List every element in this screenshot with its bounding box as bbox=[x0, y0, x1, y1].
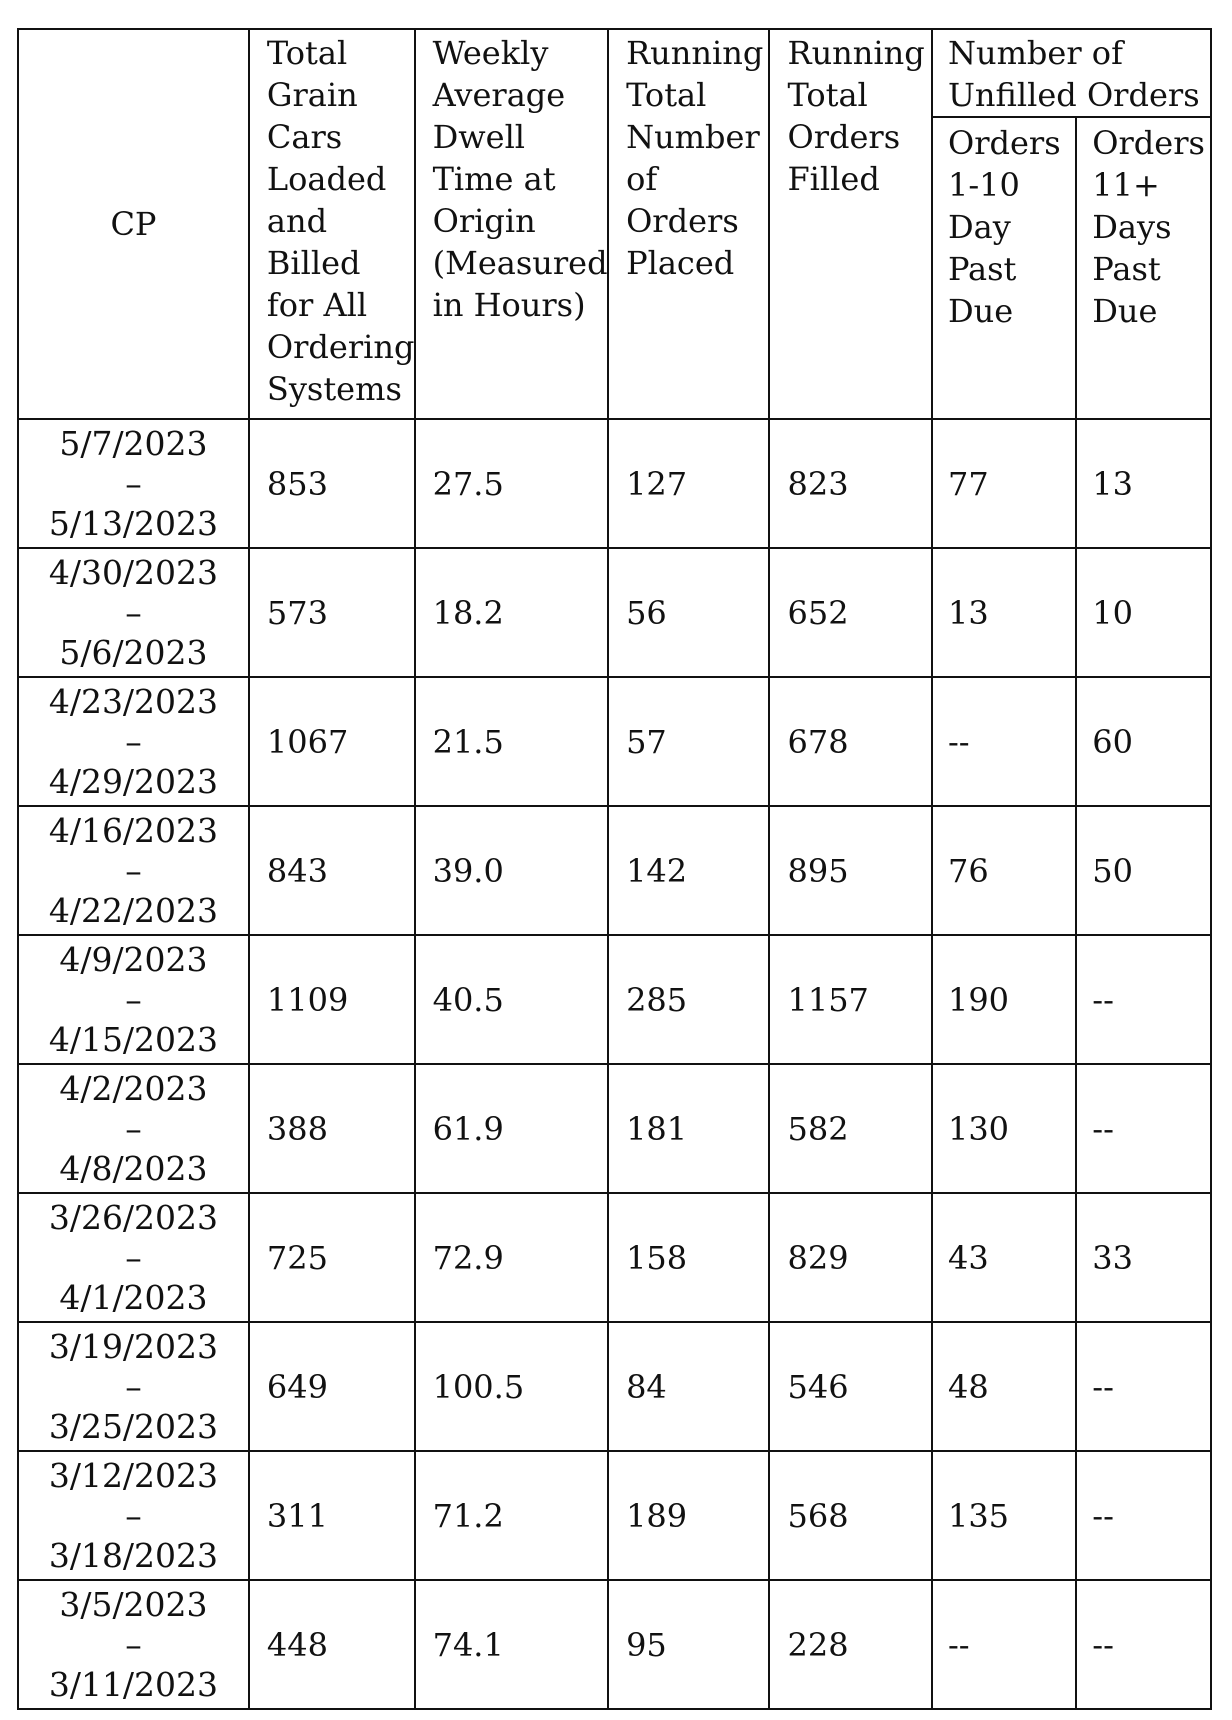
cp-date-dash: – bbox=[125, 1624, 142, 1664]
cp-date-range bbox=[18, 1580, 249, 1709]
unfilled-1-10-days-cell: 48 bbox=[932, 1322, 1076, 1451]
unfilled-11-plus-days-cell: -- bbox=[1076, 1580, 1211, 1709]
orders-placed-cell: 158 bbox=[608, 1193, 769, 1322]
orders-placed-cell: 181 bbox=[608, 1064, 769, 1193]
orders-filled-cell: 829 bbox=[769, 1193, 931, 1322]
table-row bbox=[18, 1322, 1211, 1451]
table-row bbox=[18, 806, 1211, 935]
table-body bbox=[18, 419, 1211, 1709]
unfilled-11-plus-days-cell: -- bbox=[1076, 935, 1211, 1064]
unfilled-1-10-days-cell: 13 bbox=[932, 548, 1076, 677]
unfilled-1-10-days-cell: -- bbox=[932, 677, 1076, 806]
cp-start-date: 4/30/2023 bbox=[48, 552, 219, 592]
cp-date-dash: – bbox=[125, 1366, 142, 1406]
orders-filled-cell: 568 bbox=[769, 1451, 931, 1580]
unfilled-1-10-days-cell: 190 bbox=[932, 935, 1076, 1064]
unfilled-11-plus-days-cell: 50 bbox=[1076, 806, 1211, 935]
dwell-time-cell: 61.9 bbox=[415, 1064, 608, 1193]
cp-start-date: 4/2/2023 bbox=[59, 1068, 208, 1108]
cp-date-range bbox=[18, 1193, 249, 1322]
header-orders-11-plus-days: Orders 11+ Days Past Due bbox=[1076, 117, 1211, 419]
total-grain-cars-cell: 573 bbox=[249, 548, 415, 677]
header-total-grain-cars: Total Grain Cars Loaded and Billed for All Ordering Systems bbox=[249, 29, 415, 419]
orders-filled-cell: 546 bbox=[769, 1322, 931, 1451]
header-dwell-time: Weekly Average Dwell Time at Origin (Measured in Hours) bbox=[415, 29, 608, 419]
cp-date-range bbox=[18, 419, 249, 548]
cp-date-dash: – bbox=[125, 1495, 142, 1535]
cp-date-dash: – bbox=[125, 592, 142, 632]
cp-end-date: 4/15/2023 bbox=[48, 1019, 219, 1059]
cp-date-range bbox=[18, 806, 249, 935]
cp-date-range bbox=[18, 1451, 249, 1580]
unfilled-1-10-days-cell: 130 bbox=[932, 1064, 1076, 1193]
orders-placed-cell: 56 bbox=[608, 548, 769, 677]
orders-filled-cell: 1157 bbox=[769, 935, 931, 1064]
dwell-time-cell: 71.2 bbox=[415, 1451, 608, 1580]
orders-filled-cell: 582 bbox=[769, 1064, 931, 1193]
orders-filled-cell: 678 bbox=[769, 677, 931, 806]
orders-filled-cell: 652 bbox=[769, 548, 931, 677]
total-grain-cars-cell: 311 bbox=[249, 1451, 415, 1580]
orders-placed-cell: 189 bbox=[608, 1451, 769, 1580]
dwell-time-cell: 72.9 bbox=[415, 1193, 608, 1322]
dwell-time-cell: 39.0 bbox=[415, 806, 608, 935]
orders-placed-cell: 84 bbox=[608, 1322, 769, 1451]
cp-date-dash: – bbox=[125, 721, 142, 761]
orders-filled-cell: 228 bbox=[769, 1580, 931, 1709]
cp-end-date: 4/8/2023 bbox=[59, 1148, 208, 1188]
table-row bbox=[18, 1580, 1211, 1709]
total-grain-cars-cell: 843 bbox=[249, 806, 415, 935]
cp-date-range bbox=[18, 548, 249, 677]
cp-start-date: 3/26/2023 bbox=[48, 1197, 219, 1237]
cp-date-dash: – bbox=[125, 979, 142, 1019]
cp-end-date: 4/1/2023 bbox=[59, 1277, 208, 1317]
unfilled-1-10-days-cell: 43 bbox=[932, 1193, 1076, 1322]
unfilled-1-10-days-cell: 77 bbox=[932, 419, 1076, 548]
orders-placed-cell: 57 bbox=[608, 677, 769, 806]
cp-date-dash: – bbox=[125, 1108, 142, 1148]
header-orders-placed: Running Total Number of Orders Placed bbox=[608, 29, 769, 419]
cp-end-date: 4/29/2023 bbox=[48, 761, 219, 801]
dwell-time-cell: 27.5 bbox=[415, 419, 608, 548]
table-row bbox=[18, 677, 1211, 806]
header-orders-filled: Running Total Orders Filled bbox=[769, 29, 931, 419]
unfilled-1-10-days-cell: 135 bbox=[932, 1451, 1076, 1580]
table-row bbox=[18, 935, 1211, 1064]
cp-end-date: 3/25/2023 bbox=[48, 1406, 219, 1446]
dwell-time-cell: 40.5 bbox=[415, 935, 608, 1064]
cp-start-date: 3/19/2023 bbox=[48, 1326, 219, 1366]
cp-end-date: 4/22/2023 bbox=[48, 890, 219, 930]
table-row bbox=[18, 1451, 1211, 1580]
cp-end-date: 3/18/2023 bbox=[48, 1535, 219, 1575]
cp-date-dash: – bbox=[125, 463, 142, 503]
cp-start-date: 4/9/2023 bbox=[59, 939, 208, 979]
total-grain-cars-cell: 649 bbox=[249, 1322, 415, 1451]
dwell-time-cell: 74.1 bbox=[415, 1580, 608, 1709]
dwell-time-cell: 100.5 bbox=[415, 1322, 608, 1451]
cp-end-date: 5/6/2023 bbox=[59, 632, 208, 672]
unfilled-11-plus-days-cell: -- bbox=[1076, 1064, 1211, 1193]
dwell-time-cell: 21.5 bbox=[415, 677, 608, 806]
header-unfilled-orders: Number of Unfilled Orders bbox=[932, 29, 1211, 117]
cp-date-dash: – bbox=[125, 850, 142, 890]
dwell-time-cell: 18.2 bbox=[415, 548, 608, 677]
unfilled-1-10-days-cell: -- bbox=[932, 1580, 1076, 1709]
header-cp: CP bbox=[18, 29, 249, 419]
unfilled-11-plus-days-cell: -- bbox=[1076, 1322, 1211, 1451]
table-row bbox=[18, 1064, 1211, 1193]
table-row bbox=[18, 1193, 1211, 1322]
total-grain-cars-cell: 448 bbox=[249, 1580, 415, 1709]
total-grain-cars-cell: 853 bbox=[249, 419, 415, 548]
cp-date-dash: – bbox=[125, 1237, 142, 1277]
unfilled-1-10-days-cell: 76 bbox=[932, 806, 1076, 935]
total-grain-cars-cell: 388 bbox=[249, 1064, 415, 1193]
total-grain-cars-cell: 1109 bbox=[249, 935, 415, 1064]
cp-start-date: 3/5/2023 bbox=[59, 1584, 208, 1624]
cp-start-date: 5/7/2023 bbox=[59, 423, 208, 463]
orders-filled-cell: 823 bbox=[769, 419, 931, 548]
unfilled-11-plus-days-cell: 33 bbox=[1076, 1193, 1211, 1322]
orders-placed-cell: 95 bbox=[608, 1580, 769, 1709]
unfilled-11-plus-days-cell: 10 bbox=[1076, 548, 1211, 677]
cp-date-range bbox=[18, 1064, 249, 1193]
orders-placed-cell: 127 bbox=[608, 419, 769, 548]
grain-car-table bbox=[17, 28, 1212, 1710]
cp-end-date: 5/13/2023 bbox=[48, 503, 219, 543]
orders-placed-cell: 142 bbox=[608, 806, 769, 935]
cp-start-date: 3/12/2023 bbox=[48, 1455, 219, 1495]
unfilled-11-plus-days-cell: -- bbox=[1076, 1451, 1211, 1580]
orders-filled-cell: 895 bbox=[769, 806, 931, 935]
cp-start-date: 4/16/2023 bbox=[48, 810, 219, 850]
table-row bbox=[18, 548, 1211, 677]
orders-placed-cell: 285 bbox=[608, 935, 769, 1064]
cp-date-range bbox=[18, 1322, 249, 1451]
cp-end-date: 3/11/2023 bbox=[48, 1664, 219, 1704]
cp-date-range bbox=[18, 935, 249, 1064]
unfilled-11-plus-days-cell: 13 bbox=[1076, 419, 1211, 548]
cp-date-range bbox=[18, 677, 249, 806]
total-grain-cars-cell: 1067 bbox=[249, 677, 415, 806]
cp-start-date: 4/23/2023 bbox=[48, 681, 219, 721]
unfilled-11-plus-days-cell: 60 bbox=[1076, 677, 1211, 806]
header-orders-1-10-days: Orders 1-10 Day Past Due bbox=[932, 117, 1076, 419]
table-header bbox=[18, 29, 1211, 419]
total-grain-cars-cell: 725 bbox=[249, 1193, 415, 1322]
table-row bbox=[18, 419, 1211, 548]
